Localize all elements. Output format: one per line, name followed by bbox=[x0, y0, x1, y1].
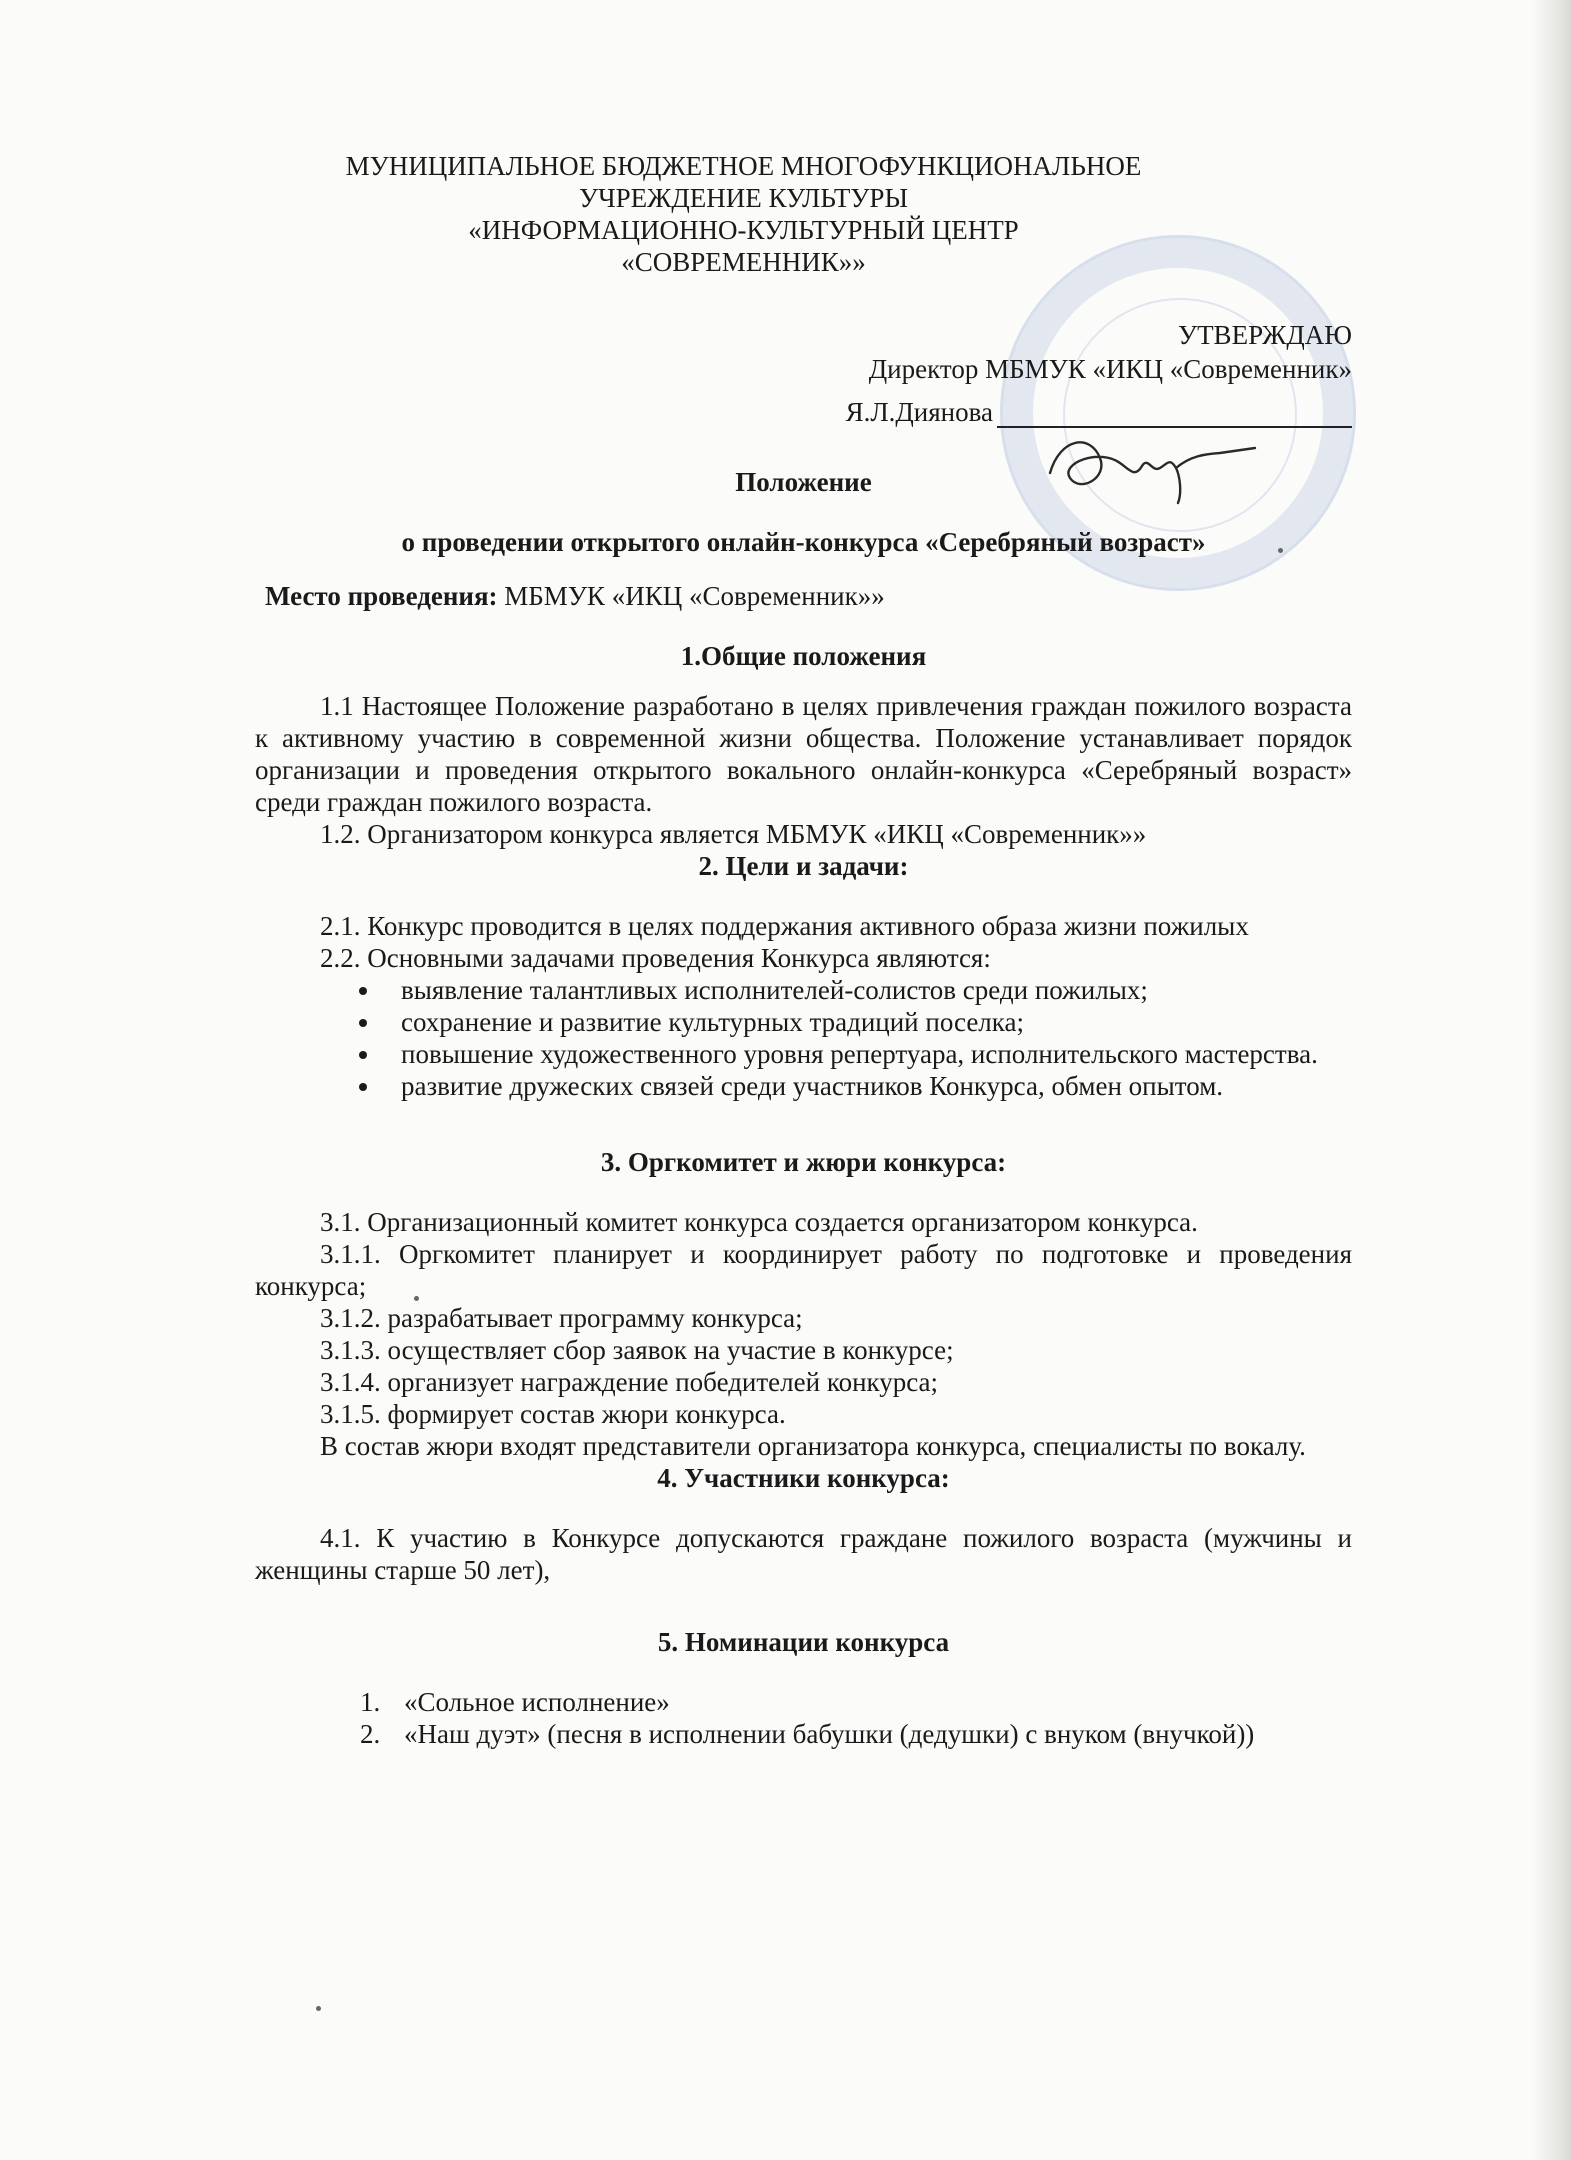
paragraph: 3.1.5. формирует состав жюри конкурса. bbox=[320, 1399, 786, 1429]
list-number: 1. bbox=[360, 1687, 381, 1717]
approval-block bbox=[255, 318, 1352, 428]
signature-line bbox=[997, 386, 1352, 428]
list-item bbox=[360, 1718, 1352, 1750]
nominations-list bbox=[255, 1686, 1352, 1750]
section-heading-1: 1.Общие положения bbox=[680, 641, 927, 671]
list-number: 2. bbox=[360, 1719, 381, 1749]
paragraph: 3.1.3. осуществляет сбор заявок на участие в конкурсе; bbox=[320, 1335, 954, 1365]
section-heading-2: 2. Цели и задачи: bbox=[698, 851, 909, 881]
section-heading-3: 3. Оргкомитет и жюри конкурса: bbox=[600, 1147, 1007, 1177]
scan-edge bbox=[1531, 0, 1571, 2160]
paragraph: 1.2. Организатором конкурса является МБМУК «ИКЦ «Современник»» bbox=[320, 819, 1147, 849]
paragraph: 3.1. Организационный комитет конкурса создается организатором конкурса. bbox=[320, 1207, 1198, 1237]
org-name-line: МУНИЦИПАЛЬНОЕ БЮДЖЕТНОЕ МНОГОФУНКЦИОНАЛЬНОЕ bbox=[345, 151, 1142, 181]
paragraph: 4.1. К участию в Конкурсе допускаются граждане пожилого возраста (мужчины и женщины старше 50 лет), bbox=[255, 1523, 1352, 1585]
org-name-line: «СОВРЕМЕННИК»» bbox=[621, 247, 866, 277]
section-heading-4: 4. Участники конкурса: bbox=[657, 1463, 950, 1493]
approver-name: Я.Л.Диянова bbox=[845, 397, 993, 427]
approval-label: УТВЕРЖДАЮ bbox=[1177, 320, 1352, 350]
paragraph: 2.2. Основными задачами проведения Конкурса являются: bbox=[320, 943, 991, 973]
paragraph: 2.1. Конкурс проводится в целях поддержания активного образа жизни пожилых bbox=[320, 911, 1249, 941]
list-item: повышение художественного уровня репертуара, исполнительского мастерства. bbox=[355, 1038, 1352, 1070]
list-item bbox=[360, 1686, 1352, 1718]
list-item: развитие дружеских связей среди участников Конкурса, обмен опытом. bbox=[355, 1070, 1352, 1102]
org-name-line: УЧРЕЖДЕНИЕ КУЛЬТУРЫ bbox=[578, 183, 908, 213]
list-text: «Наш дуэт» (песня в исполнении бабушки (дедушки) с внуком (внучкой)) bbox=[404, 1719, 1255, 1749]
document-body bbox=[255, 150, 1352, 1750]
list-item: сохранение и развитие культурных традиций поселка; bbox=[355, 1006, 1352, 1038]
venue bbox=[255, 580, 1352, 612]
paragraph: В состав жюри входят представители организатора конкурса, специалисты по вокалу. bbox=[320, 1431, 1306, 1461]
scan-speck bbox=[316, 2006, 321, 2011]
venue-value: МБМУК «ИКЦ «Современник»» bbox=[497, 581, 885, 611]
paragraph: 3.1.1. Оргкомитет планирует и координирует работу по подготовке и проведения конкурса; bbox=[255, 1239, 1352, 1301]
tasks-list bbox=[255, 974, 1352, 1102]
paragraph: 1.1 Настоящее Положение разработано в целях привлечения граждан пожилого возраста к активному участию в современной жизни общества. Положение устанавливает порядок организации и проведения открытого вокального онлайн-конкурса «Серебряный возраст» среди граждан пожилого возраста. bbox=[255, 691, 1352, 817]
document-subtitle: о проведении открытого онлайн-конкурса «Серебряный возраст» bbox=[401, 527, 1206, 557]
section-heading-5: 5. Номинации конкурса bbox=[657, 1627, 950, 1657]
list-text: «Сольное исполнение» bbox=[404, 1687, 670, 1717]
organization-header bbox=[195, 150, 1292, 278]
approver-position: Директор МБМУК «ИКЦ «Современник» bbox=[868, 354, 1352, 384]
document-title: Положение bbox=[735, 467, 872, 497]
org-name-line: «ИНФОРМАЦИОННО-КУЛЬТУРНЫЙ ЦЕНТР bbox=[468, 215, 1019, 245]
paragraph: 3.1.4. организует награждение победителей конкурса; bbox=[320, 1367, 939, 1397]
venue-label: Место проведения: bbox=[265, 581, 498, 611]
list-item: выявление талантливых исполнителей-солистов среди пожилых; bbox=[355, 974, 1352, 1006]
paragraph: 3.1.2. разрабатывает программу конкурса; bbox=[320, 1303, 803, 1333]
